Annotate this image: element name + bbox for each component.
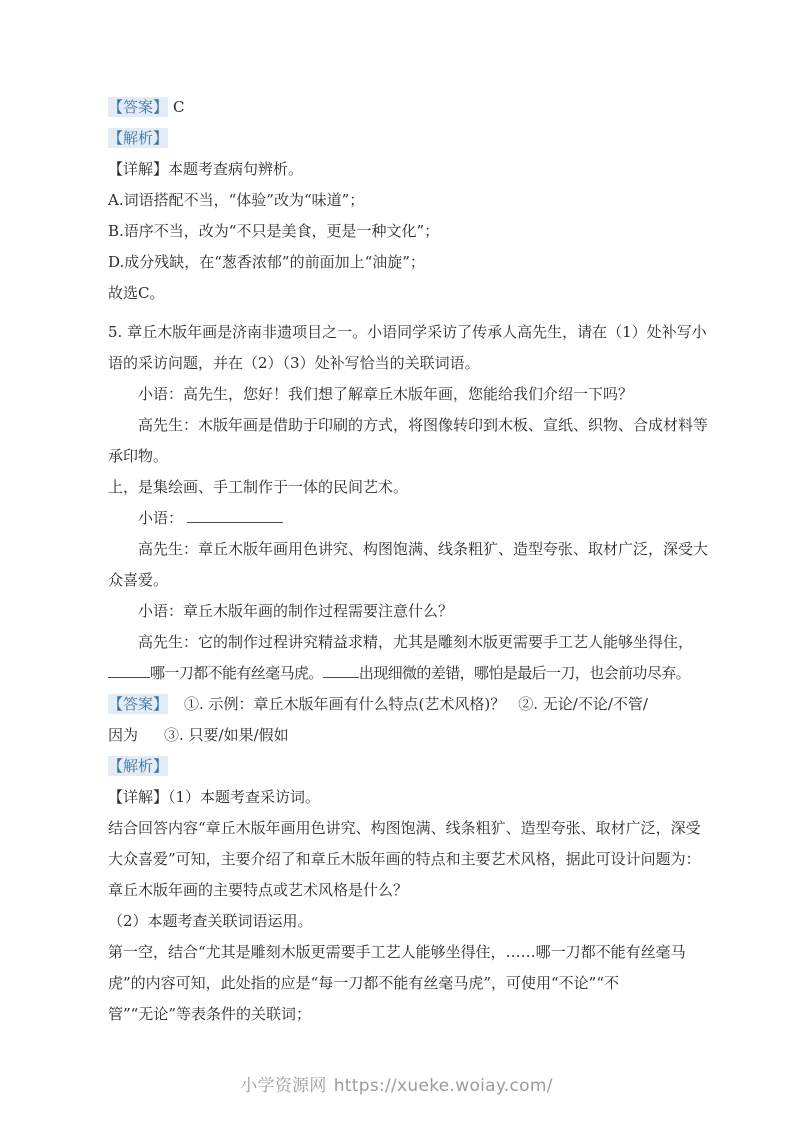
q5-dialog-gao-features-1: 高先生：章丘木版年画用色讲究、构图饱满、线条粗犷、造型夸张、取材广泛，深受大 <box>138 540 709 558</box>
q5-dialog-gao-process-1: 高先生：它的制作过程讲究精益求精，尤其是雕刻木版更需要手工艺人能够坐得住， <box>138 633 694 651</box>
q5-answer-line-2 <box>108 720 748 751</box>
q4-analysis-line <box>108 123 748 154</box>
q4-option-a-line: A.词语搭配不当，“体验”改为“味道”； <box>108 191 365 209</box>
q5-gao-process-2b: 出现细微的差错，哪怕是最后一刀，也会前功尽弃。 <box>358 664 691 682</box>
q4-answer-line <box>108 92 748 123</box>
q5-explain-line-5: 第一空，结合“尤其是雕刻木版更需要手工艺人能够坐得住，……哪一刀都不能有丝毫马 <box>108 943 686 961</box>
q5-answer-item-2-cont: 因为 <box>108 726 139 744</box>
q5-explain-line-6: 虎”的内容可知，此处指的应是“每一刀都不能有丝毫马虎”，可使用“不论”“不 <box>108 974 620 992</box>
footer-url: https://xueke.woiay.com/ <box>333 1076 553 1096</box>
page-footer <box>0 1071 793 1096</box>
q4-detail-text: 本题考查病句辨析。 <box>168 160 304 178</box>
fill-in-blank-underline <box>187 509 283 523</box>
footer-site-name: 小学资源网 <box>240 1076 327 1096</box>
q5-dialog-gao-features-2: 众喜爱。 <box>108 571 169 589</box>
q5-analysis-line <box>108 751 748 782</box>
q5-stem-line-2: 语的采访问题，并在（2）（3）处补写恰当的关联词语。 <box>108 354 480 372</box>
q5-dialog-gao-intro-3: 上，是集绘画、手工制作于一体的民间艺术。 <box>108 478 409 496</box>
q5-explain-line-7: 管”“无论”等表条件的关联词； <box>108 1005 312 1023</box>
q5-gao-process-2a: 哪一刀都不能有丝毫马虎。 <box>150 664 323 682</box>
q5-explain-line-2: 大众喜爱”可知，主要介绍了和章丘木版年画的特点和主要艺术风格，据此可设计问题为： <box>108 850 701 868</box>
q5-detail-text: （1）本题考查采访词。 <box>168 788 321 806</box>
q5-answer-item-2: ②. 无论/不论/不管/ <box>518 695 648 713</box>
q4-conclusion-line: 故选C。 <box>108 284 165 302</box>
document-content <box>108 92 748 1030</box>
q5-dialog-gao-intro-2: 承印物。 <box>108 447 169 465</box>
q5-explain-line-4: （2）本题考查关联词语运用。 <box>108 912 313 930</box>
q5-answer-label: 【答案】 <box>108 695 169 713</box>
q4-answer-label: 【答案】 <box>108 98 169 116</box>
q5-detail-line <box>108 782 748 813</box>
q5-xiaoyu-speaker: 小语： <box>138 509 184 527</box>
q4-answer-value: C <box>173 98 185 116</box>
q5-answer-item-3: ③. 只要/如果/假如 <box>164 726 289 744</box>
q5-detail-label: 【详解】 <box>108 788 169 806</box>
q4-option-d-line: D.成分残缺，在“葱香浓郁”的前面加上“油旋”； <box>108 253 425 271</box>
q4-option-b-line: B.语序不当，改为“不只是美食，更是一种文化”； <box>108 222 440 240</box>
q5-dialog-xiaoyu-question-2: 小语：章丘木版年画的制作过程需要注意什么？ <box>138 602 454 620</box>
fill-in-blank-underline <box>323 664 359 678</box>
q5-dialog-gao-process-2 <box>108 658 748 689</box>
q5-explain-line-1: 结合回答内容“章丘木版年画用色讲究、构图饱满、线条粗犷、造型夸张、取材广泛，深受 <box>108 819 701 837</box>
q5-dialog-xiaoyu-blank-line <box>108 503 748 534</box>
q5-stem-line-1: 5. 章丘木版年画是济南非遗项目之一。小语同学采访了传承人高先生，请在（1）处补写小 <box>108 323 707 341</box>
q4-analysis-label: 【解析】 <box>108 129 169 147</box>
q5-answer-line-1 <box>108 689 748 720</box>
q4-detail-label: 【详解】 <box>108 160 169 178</box>
q5-answer-item-1: ①. 示例：章丘木版年画有什么特点(艺术风格)？ <box>184 695 506 713</box>
q5-analysis-label: 【解析】 <box>108 757 169 775</box>
q5-dialog-xiaoyu-greeting: 小语：高先生，您好！我们想了解章丘木版年画，您能给我们介绍一下吗？ <box>138 385 634 403</box>
q5-dialog-gao-intro-1: 高先生：木版年画是借助于印刷的方式，将图像转印到木板、宣纸、织物、合成材料等 <box>138 416 709 434</box>
q4-detail-line <box>108 154 748 185</box>
q5-explain-line-3: 章丘木版年画的主要特点或艺术风格是什么？ <box>108 881 409 899</box>
fill-in-blank-underline <box>108 664 150 678</box>
